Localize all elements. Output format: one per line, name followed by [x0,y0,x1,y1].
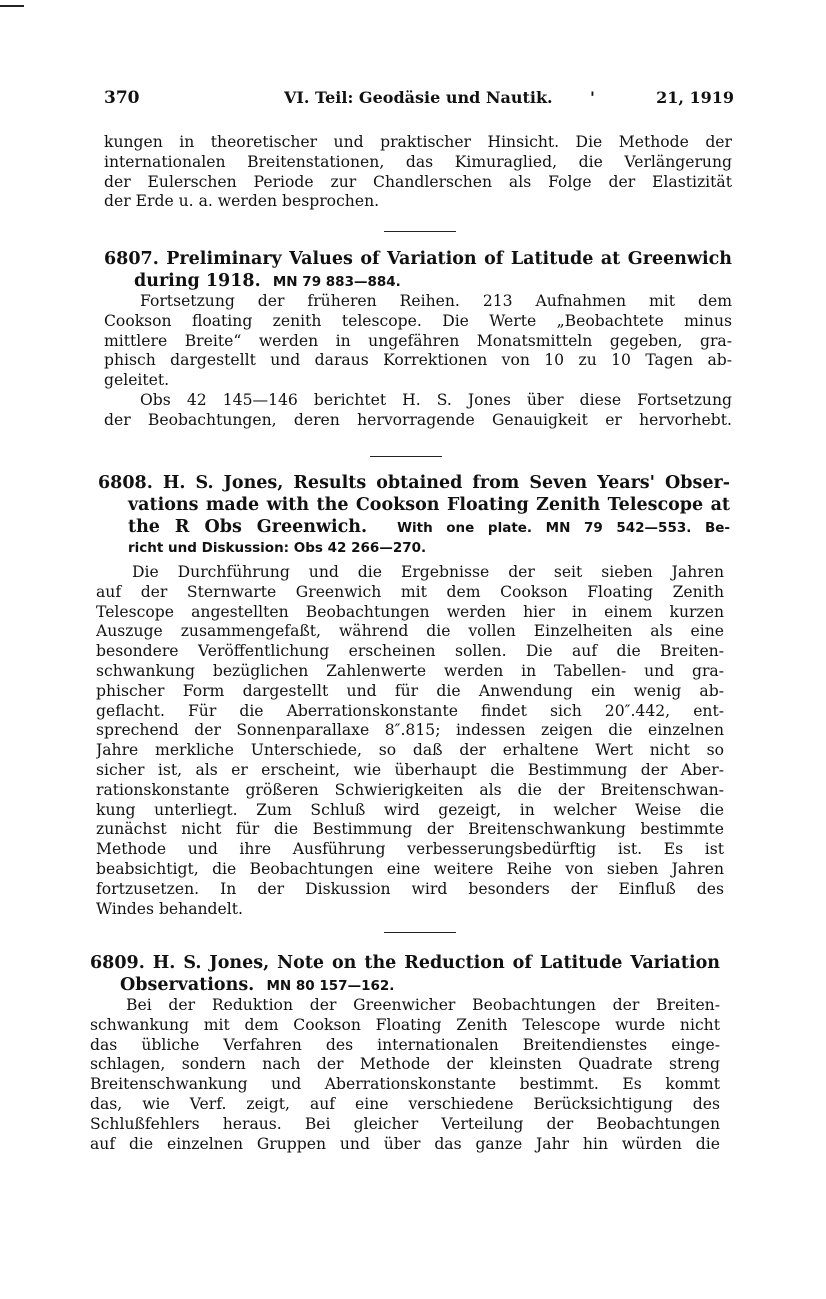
entry-title: 6807. Preliminary Values of Variation of Latitude at Greenwich [104,249,732,269]
text-line: geleitet. [104,371,170,390]
text-line: Auszuge zusammengefaßt, während die vollen Einzelheiten als eine [96,622,724,641]
text-line: zunächst nicht für die Bestimmung der Breitenschwankung bestimmte [96,820,724,839]
entry-title-continued [104,270,732,292]
text-line: internationalen Breitenstationen, das Kimuraglied, die Verlängerung [104,152,732,171]
text-line: der Eulerschen Periode zur Chandlerschen als Folge der Elastizität [104,172,732,191]
entry-title-continued [90,974,720,996]
journal-reference: richt und Diskussion: Obs 42 266—270. [128,540,427,556]
text-line: sprechend der Sonnenparallaxe 8″.815; indessen zeigen die einzelnen [96,721,724,740]
running-header [104,88,734,112]
text-line: Obs 42 145—146 berichtet H. S. Jones über diese Fortsetzung [140,390,732,409]
entry-title: 6808. H. S. Jones, Results obtained from Seven Years' Obser- [98,473,730,493]
text-line: Fortsetzung der früheren Reihen. 213 Aufnahmen mit dem [140,292,732,310]
entry-6809 [90,952,720,1154]
entry-title-continued [98,516,730,538]
volume-label: 21, 1919 [656,88,734,107]
entry-title-part: the R Obs Greenwich. [128,517,368,537]
entry-title-continued: vations made with the Cookson Floating Zenith Telescope at [128,495,730,515]
text-line: schwankung mit dem Cookson Floating Zenith Telescope wurde nicht [90,1015,720,1034]
text-line: phischer Form dargestellt und für die Anwendung ein wenig ab- [96,681,724,700]
text-line: auf die einzelnen Gruppen und über das ganze Jahr hin würden die [90,1134,720,1153]
text-line: Bei der Reduktion der Greenwicher Beobachtungen der Breiten- [126,996,720,1014]
intro-paragraph [104,133,732,212]
text-line: rationskonstante größeren Schwierigkeiten als die der Breitenschwan- [96,780,724,799]
text-line: der Beobachtungen, deren hervorragende Genauigkeit er hervorhebt. [104,410,732,429]
text-line: der Erde u. a. werden besprochen. [104,192,380,211]
separator-rule [384,932,456,933]
separator-rule [370,456,442,457]
text-line: phisch dargestellt und daraus Korrektionen von 10 zu 10 Tagen ab- [104,351,732,370]
page-number: 370 [104,88,140,108]
entry-6807 [104,248,732,431]
text-line: kung unterliegt. Zum Schluß wird gezeigt, in welcher Weise die [96,800,724,819]
text-line: mittlere Breite“ werden in ungefähren Monatsmitteln gegeben, gra- [104,331,732,350]
entry-6808-body [96,563,724,919]
text-line: das übliche Verfahren des internationalen Breitendienstes einge- [90,1035,720,1054]
entry-title-continued [98,538,730,557]
text-line: Telescope angestellten Beobachtungen werden hier in einem kurzen [96,602,724,621]
running-title: VI. Teil: Geodäsie und Nautik. [284,88,553,107]
text-line: geflacht. Für die Aberrationskonstante findet sich 20″.442, ent- [96,701,724,720]
text-line: Die Durchführung und die Ergebnisse der seit sieben Jahren [132,563,724,581]
text-line: Cookson floating zenith telescope. Die Werte „Beobachtete minus [104,311,732,330]
text-line: besondere Veröffentlichung erscheinen sollen. Die auf die Breiten- [96,642,724,661]
journal-reference: MN 79 883—884. [272,274,401,290]
text-line: Breitenschwankung und Aberrationskonstante bestimmt. Es kommt [90,1075,720,1094]
separator-rule [384,231,456,232]
text-line: schlagen, sondern nach der Methode der kleinsten Quadrate streng [90,1055,720,1074]
text-line: das, wie Verf. zeigt, auf eine verschiedene Berücksichtigung des [90,1094,720,1113]
text-line: beabsichtigt, die Beobachtungen eine weitere Reihe von sieben Jahren [96,859,724,878]
text-line: sicher ist, als er erscheint, wie überhaupt die Bestimmung der Aber- [96,760,724,779]
corner-mark [0,5,24,7]
journal-reference: With one plate. MN 79 542—553. Be- [397,520,730,536]
text-line: kungen in theoretischer und praktischer Hinsicht. Die Methode der [104,133,732,151]
journal-reference: MN 80 157—162. [266,978,395,994]
entry-title-part: Observations. [120,975,255,995]
entry-6808 [98,472,730,557]
text-line: Windes behandelt. [96,899,243,918]
text-line: Methode und ihre Ausführung verbesserungsbedürftig ist. Es ist [96,840,724,859]
text-line: Schlußfehlers heraus. Bei gleicher Verteilung der Beobachtungen [90,1114,720,1133]
entry-title: 6809. H. S. Jones, Note on the Reduction of Latitude Variation [90,953,720,973]
text-line: Jahre merkliche Unterschiede, so daß der erhaltene Wert nicht so [96,741,724,760]
header-mark: ' [590,88,595,107]
entry-title-part: during 1918. [134,271,261,291]
text-line: auf der Sternwarte Greenwich mit dem Cookson Floating Zenith [96,582,724,601]
text-line: schwankung bezüglichen Zahlenwerte werden in Tabellen- und gra- [96,661,724,680]
text-line: fortzusetzen. In der Diskussion wird besonders der Einfluß des [96,879,724,898]
